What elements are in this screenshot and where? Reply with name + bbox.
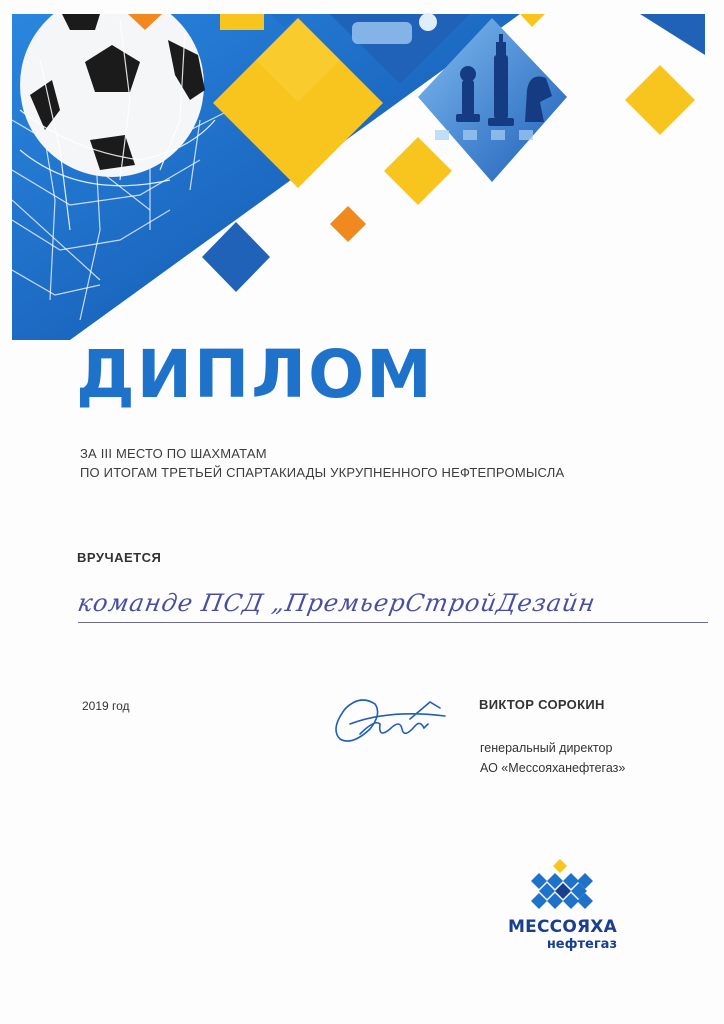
- award-event-text: ПО ИТОГАМ ТРЕТЬЕЙ СПАРТАКИАДЫ УКРУПНЕННОГО НЕФТЕПРОМЫСЛА: [80, 465, 565, 480]
- awarded-label: ВРУЧАЕТСЯ: [77, 550, 162, 565]
- recipient-handwritten: команде ПСД „ПремьерСтройДезайн: [75, 589, 598, 617]
- logo-word-messoyakha: МЕССОЯХА: [508, 917, 617, 937]
- messoyakha-logo-icon: [527, 859, 593, 919]
- logo-word-neftegaz: нефтегаз: [546, 937, 617, 952]
- diploma-title: ДИПЛОМ: [76, 336, 434, 413]
- signer-company: АО «Мессояханефтегаз»: [480, 761, 626, 775]
- header-artwork: [0, 0, 724, 345]
- signer-name: ВИКТОР СОРОКИН: [479, 697, 605, 712]
- signature-icon: [320, 684, 450, 754]
- company-logo: [505, 855, 620, 960]
- recipient-underline: [78, 622, 708, 623]
- award-place-text: ЗА III МЕСТО ПО ШАХМАТАМ: [80, 446, 267, 461]
- signer-title: генеральный директор: [480, 741, 613, 755]
- award-year: 2019 год: [82, 699, 130, 713]
